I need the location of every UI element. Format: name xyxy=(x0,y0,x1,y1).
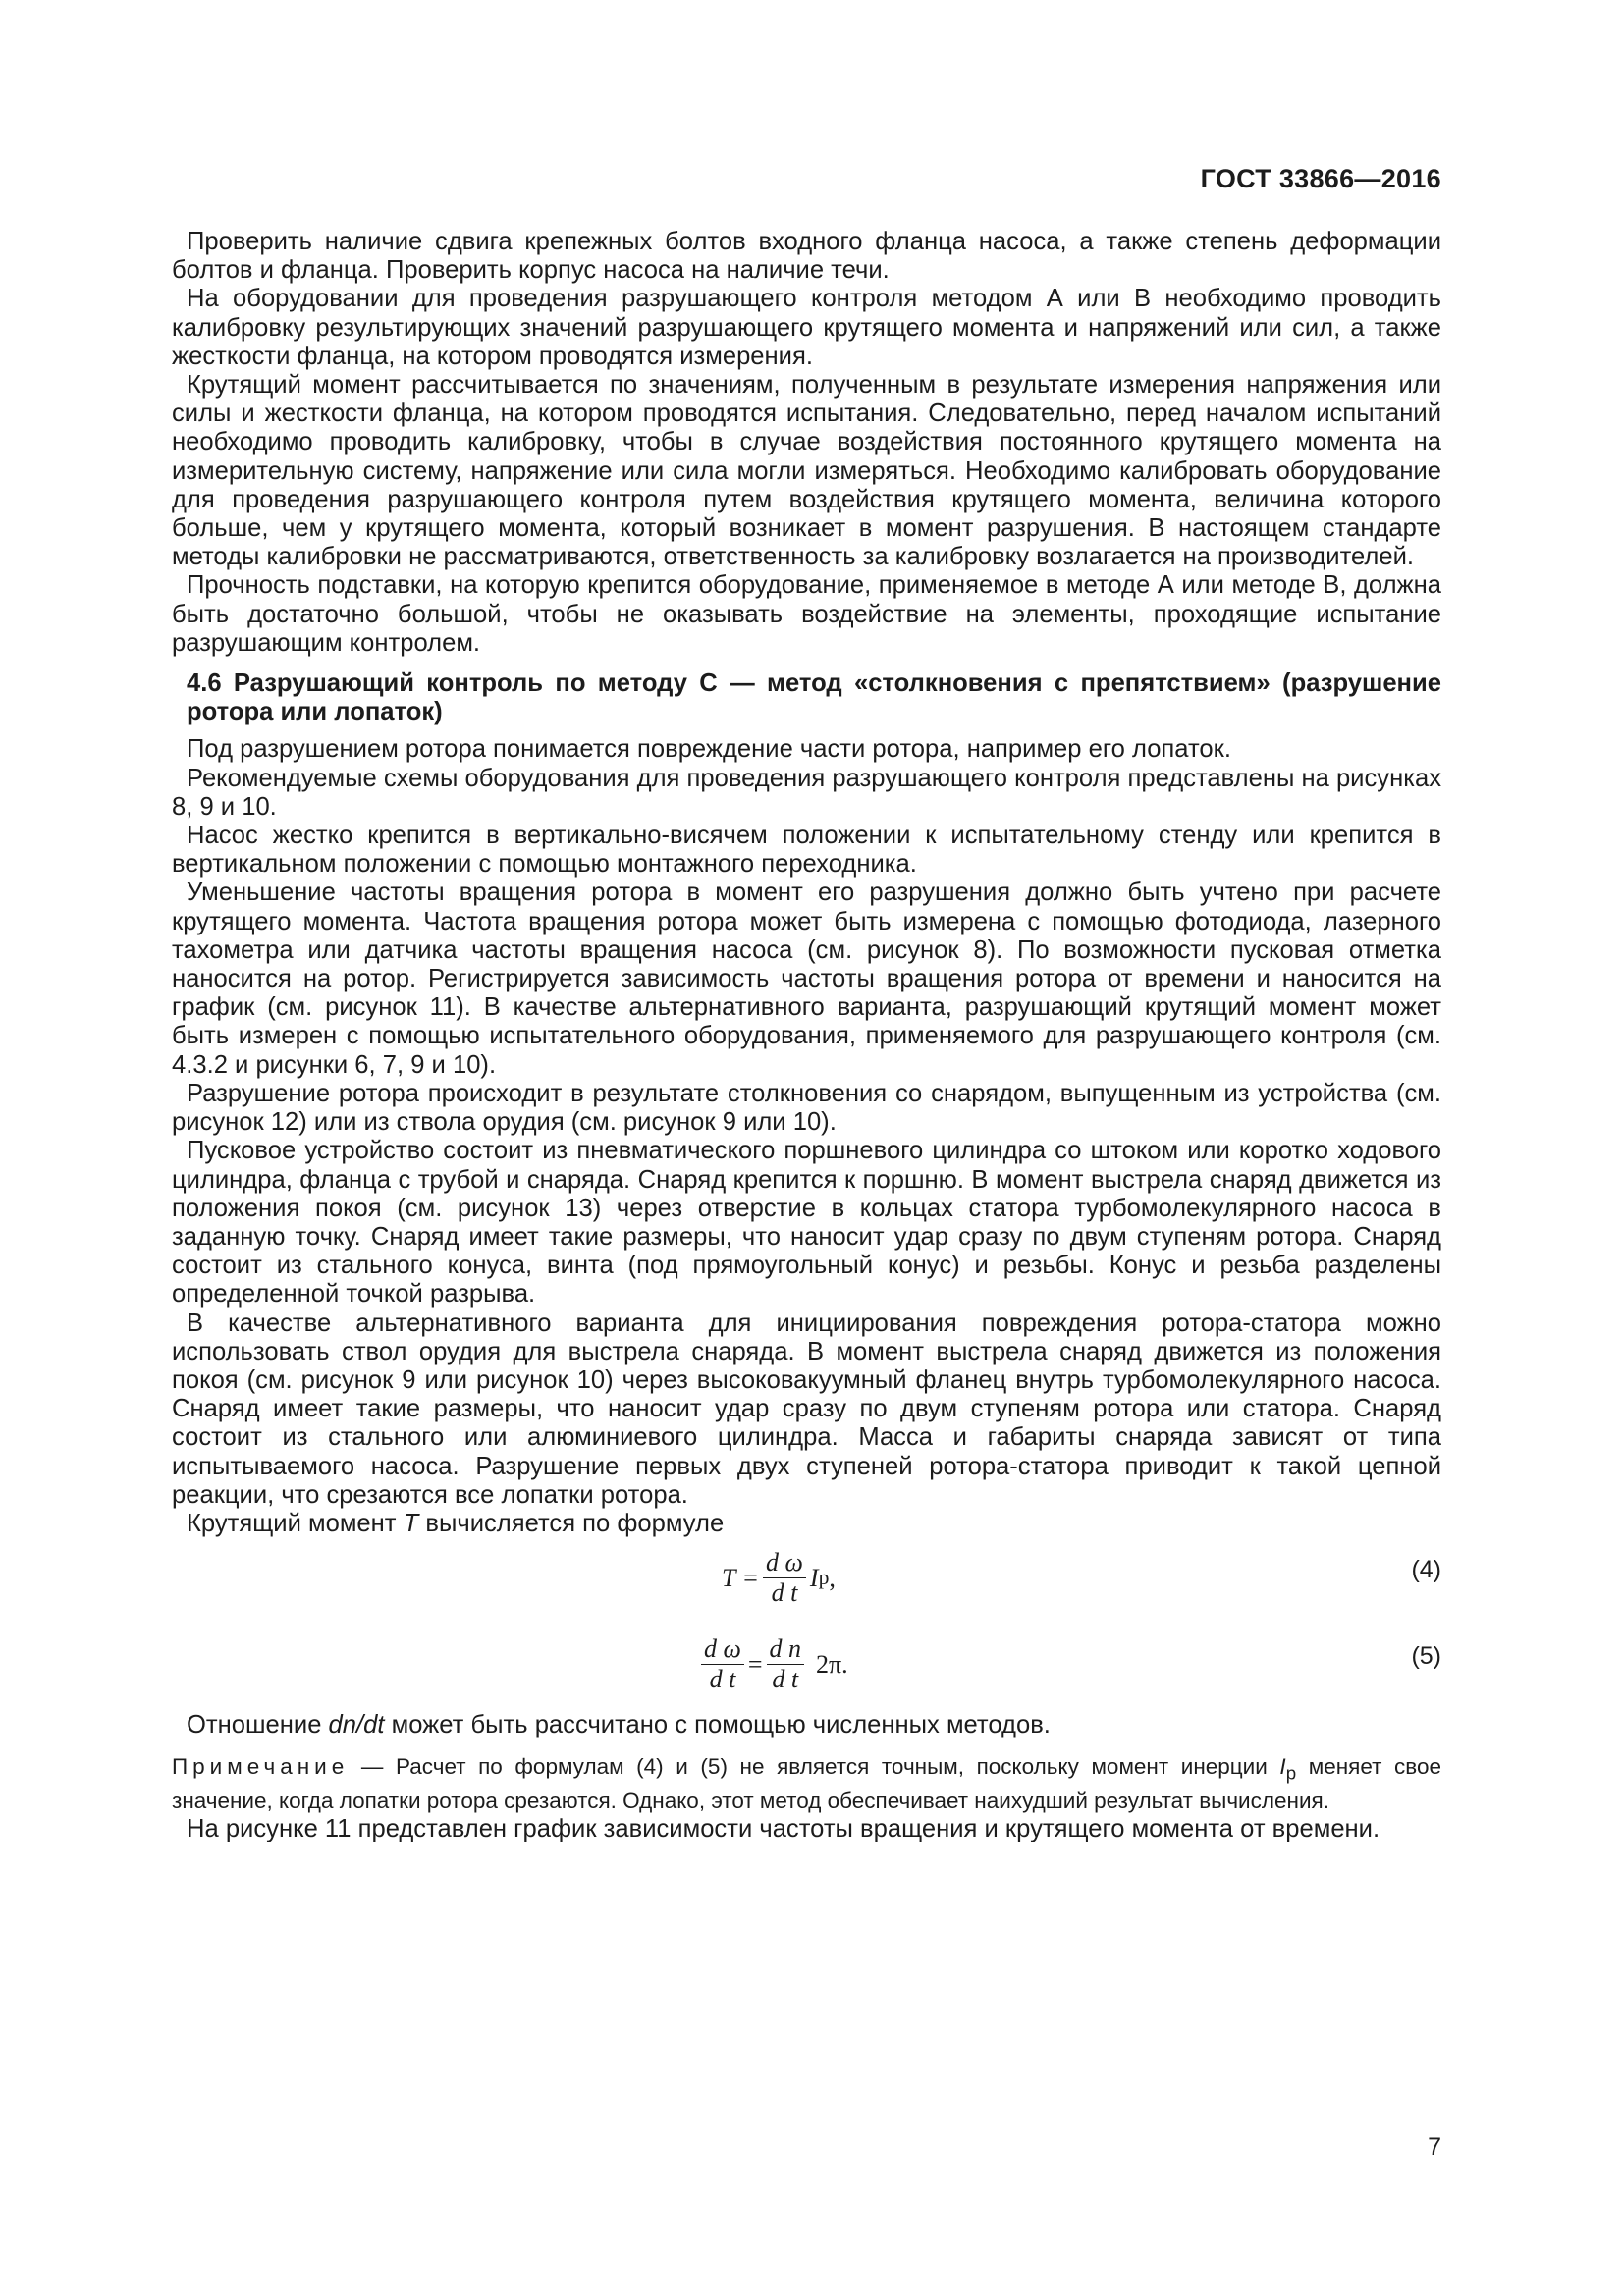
paragraph: Разрушение ротора происходит в результате столкновения со снарядом, выпущенным из устройства (см. рисунок 12) или из ствола орудия (см. рисунок 9 или 10). xyxy=(172,1079,1441,1137)
paragraph: Рекомендуемые схемы оборудования для проведения разрушающего контроля представлены на рисунках 8, 9 и 10. xyxy=(172,764,1441,821)
paragraph: Проверить наличие сдвига крепежных болтов входного фланца насоса, а также степень деформации болтов и фланца. Проверить корпус насоса на наличие течи. xyxy=(172,228,1441,285)
body-text xyxy=(172,228,1441,1843)
paragraph: Насос жестко крепится в вертикально-висячем положении к испытательному стенду или крепится в вертикальном положении с помощью монтажного переходника. xyxy=(172,822,1441,879)
fraction: $\frac{\text{d ω}}{\text{d t}}$ xyxy=(763,1548,806,1608)
formula-number: (5) xyxy=(1411,1642,1441,1671)
formula-4: T = $\frac{\text{d ω}}{\text{d t}}$ I р , (4) xyxy=(722,1548,1441,1608)
note-label: Примечание xyxy=(172,1754,350,1780)
formula-intro: Крутящий момент T вычисляется по формуле xyxy=(187,1509,725,1537)
paragraph: В качестве альтернативного варианта для инициирования повреждения ротора-статора можно использовать ствол орудия для выстрела снаряда. В момент выстрела снаряд движется из положения покоя (см. рисунок 9 или рисунок 10) через высоковакуумный фланец внутрь турбомолекулярного насоса. Снаряд имеет такие размеры, что наносит удар сразу по двум ступеням ротора или статора. Снаряд состоит из стального или алюминиевого цилиндра. Масса и габариты снаряда зависят от типа испытываемого насоса. Разрушение первых двух ступеней ротора-статора приводит к такой цепной реакции, что срезаются все лопатки ротора. xyxy=(172,1308,1441,1509)
page-number: 7 xyxy=(1428,2133,1441,2161)
formula-number: (4) xyxy=(1411,1556,1441,1584)
paragraph: Крутящий момент рассчитывается по значениям, полученным в результате измерения напряжения или силы и жесткости фланца, на котором проводятся испытания. Следовательно, перед началом испытаний необходимо проводить калибровку, чтобы в случае воздействия постоянного крутящего момента на измерительную систему, напряжение или сила могли измеряться. Необходимо калибровать оборудование для проведения разрушающего контроля путем воздействия крутящего момента, величина которого больше, чем у крутящего момента, который возникает в момент разрушения. В настоящем стандарте методы калибровки не рассматриваются, ответственность за калибровку возлагается на производителей. xyxy=(172,371,1441,571)
ratio-symbol: dn/dt xyxy=(328,1711,385,1739)
document-number-header: ГОСТ 33866—2016 xyxy=(1200,164,1441,193)
paragraph: Пусковое устройство состоит из пневматического поршневого цилиндра со штоком или коротко ходового цилиндра, фланца с трубой и снаряда. Снаряд крепится к поршню. В момент выстрела снаряд движется из положения покоя (см. рисунок 13) через отверстие в кольцах статора турбомолекулярного насоса в заданную точку. Снаряд имеет такие размеры, что наносит удар сразу по двум ступеням ротора. Снаряд состоит из стального конуса, винта (под прямоугольный конус) и резьбы. Конус и резьба разделены определенной точкой разрыва. xyxy=(172,1137,1441,1308)
paragraph: Прочность подставки, на которую крепится оборудование, применяемое в методе А или методе В, должна быть достаточно большой, чтобы не оказывать воздействие на элементы, проходящие испытание разрушающим контролем. xyxy=(172,571,1441,657)
paragraph: На рисунке 11 представлен график зависимости частоты вращения и крутящего момента от времени. xyxy=(187,1814,1380,1842)
paragraph: Отношение dn/dt может быть рассчитано с помощью численных методов. xyxy=(187,1711,1051,1739)
paragraph: Уменьшение частоты вращения ротора в момент его разрушения должно быть учтено при расчете крутящего момента. Частота вращения ротора может быть измерена с помощью фотодиода, лазерного тахометра или датчика частоты вращения насоса (см. рисунок 8). По возможности пусковая отметка наносится на ротор. Регистрируется зависимость частоты вращения ротора от времени и наносится на график (см. рисунок 11). В качестве альтернативного варианта, разрушающий крутящий момент может быть измерен с помощью испытательного оборудования, применяемого для разрушающего контроля (см. 4.3.2 и рисунки 6, 7, 9 и 10). xyxy=(172,879,1441,1079)
paragraph: На оборудовании для проведения разрушающего контроля методом А или В необходимо проводить калибровку результирующих значений разрушающего крутящего момента и напряжений или сил, а также жесткости фланца, на котором проводятся измерения. xyxy=(172,285,1441,370)
formula-5: $\frac{\text{d ω}}{\text{d t}}$ = $\frac{\text{d n}}{\text{d t}}$ 2π. (5) xyxy=(172,1625,1441,1711)
section-heading: 4.6 Разрушающий контроль по методу С — метод «столкновения с препятствием» (разрушение ротора или лопаток) xyxy=(187,669,1441,726)
inertia-symbol: I xyxy=(809,1564,819,1593)
torque-symbol: T xyxy=(403,1509,419,1537)
fraction: $\frac{\text{d ω}}{\text{d t}}$ xyxy=(701,1634,744,1694)
note: Примечание — Расчет по формулам (4) и (5) не является точным, поскольку момент инерции $I_р$ меняет свое значение, когда лопатки ротора срезаются. Однако, этот метод обеспечивает наихудший результат вычисления. xyxy=(172,1754,1441,1813)
paragraph: Под разрушением ротора понимается повреждение части ротора, например его лопаток. xyxy=(187,735,1231,764)
fraction: $\frac{\text{d n}}{\text{d t}}$ xyxy=(767,1634,805,1694)
formula-lhs: T = xyxy=(722,1564,760,1593)
